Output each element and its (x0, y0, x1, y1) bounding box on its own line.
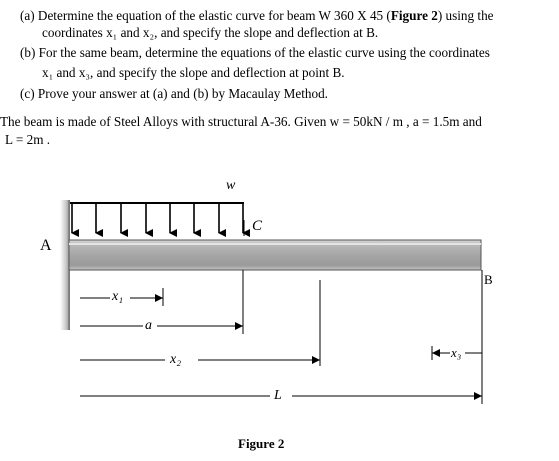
question-a-line2: coordinates x₁ and x₂, and specify the slope and deflection at B. (42, 25, 379, 40)
dimension-arrowheads (155, 294, 482, 400)
question-b-line2: x₁ and x₃, and specify the slope and deflection at point B. (42, 65, 345, 80)
question-a-text: (a) Determine the equation of the elastic curve for beam W 360 X 45 ( (20, 8, 391, 23)
label-a-support: A (40, 237, 52, 254)
figure-caption: Figure 2 (238, 436, 285, 451)
question-a-text-end: ) using the (437, 8, 494, 23)
question-c: (c) Prove your answer at (a) and (b) by Macaulay Method. (20, 86, 328, 101)
label-w: w (226, 178, 236, 193)
label-x1: x₁ (112, 289, 124, 304)
given-line2: L = 2m . (5, 132, 51, 147)
label-x2: x₂ (170, 352, 182, 367)
label-c-point: C (252, 218, 263, 234)
label-l-length: L (274, 388, 282, 403)
label-b-point: B (484, 272, 493, 287)
question-b-line1: (b) For the same beam, determine the equations of the elastic curve using the coordinates (20, 45, 490, 60)
figure-reference: Figure 2 (390, 8, 438, 23)
label-x3: x₃ (451, 345, 462, 360)
label-a-length: a (145, 318, 152, 333)
load-arrows (72, 203, 243, 233)
given-line1: The beam is made of Steel Alloys with structural A-36. Given w = 50kN / m , a = 1.5m and (0, 114, 482, 129)
